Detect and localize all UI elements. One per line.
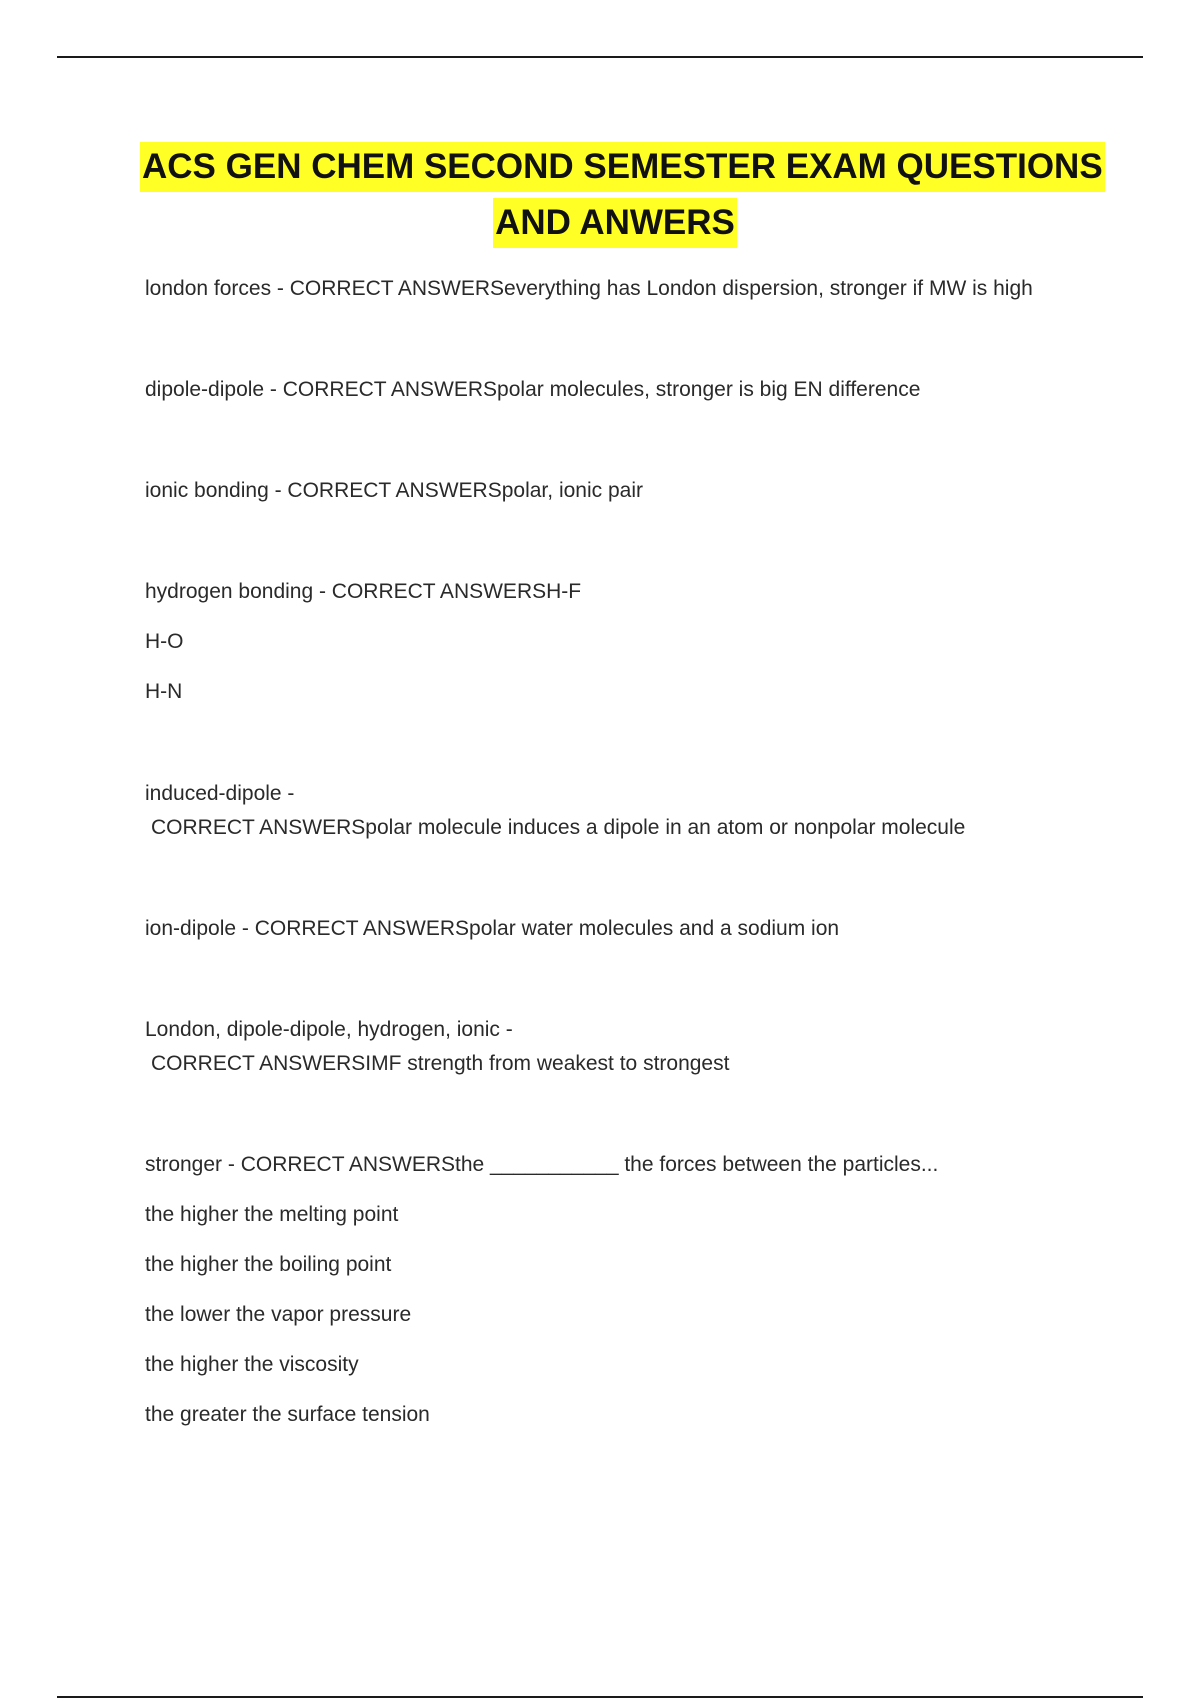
qa-ionic-bonding — [145, 474, 643, 508]
qa-induced-dipole — [145, 777, 965, 845]
qa-line: H-N — [145, 680, 183, 703]
qa-dipole-dipole — [145, 373, 920, 407]
qa-line: stronger - CORRECT ANSWERSthe ___________ the forces between the particles... — [145, 1153, 939, 1176]
qa-line: the higher the melting point — [145, 1203, 399, 1226]
qa-line: CORRECT ANSWERSpolar molecule induces a dipole in an atom or nonpolar molecule — [151, 816, 966, 839]
bottom-rule — [57, 1696, 1143, 1698]
qa-line: the higher the viscosity — [145, 1353, 359, 1376]
title-line-1: ACS GEN CHEM SECOND SEMESTER EXAM QUESTIONS — [140, 142, 1105, 192]
top-rule — [57, 56, 1143, 58]
qa-line: hydrogen bonding - CORRECT ANSWERSH-F — [145, 580, 582, 603]
qa-line: ion-dipole - CORRECT ANSWERSpolar water molecules and a sodium ion — [145, 917, 840, 940]
qa-line: H-O — [145, 630, 184, 653]
qa-line: the greater the surface tension — [145, 1403, 430, 1426]
qa-london-forces — [145, 272, 1033, 306]
qa-line: london forces - CORRECT ANSWERSeverything has London dispersion, stronger if MW is high — [145, 277, 1033, 300]
qa-line: the higher the boiling point — [145, 1253, 392, 1276]
qa-line: the lower the vapor pressure — [145, 1303, 412, 1326]
qa-imf-order — [145, 1013, 729, 1081]
qa-ion-dipole — [145, 912, 839, 946]
document-title — [140, 142, 1103, 248]
qa-stronger-forces — [145, 1148, 938, 1432]
qa-hydrogen-bonding — [145, 575, 581, 709]
qa-line: London, dipole-dipole, hydrogen, ionic - — [145, 1018, 513, 1041]
qa-line: ionic bonding - CORRECT ANSWERSpolar, ionic pair — [145, 479, 643, 502]
qa-line: induced-dipole - — [145, 782, 295, 805]
qa-line: dipole-dipole - CORRECT ANSWERSpolar molecules, stronger is big EN difference — [145, 378, 921, 401]
qa-line: CORRECT ANSWERSIMF strength from weakest to strongest — [151, 1052, 730, 1075]
title-line-2: AND ANWERS — [493, 198, 737, 248]
